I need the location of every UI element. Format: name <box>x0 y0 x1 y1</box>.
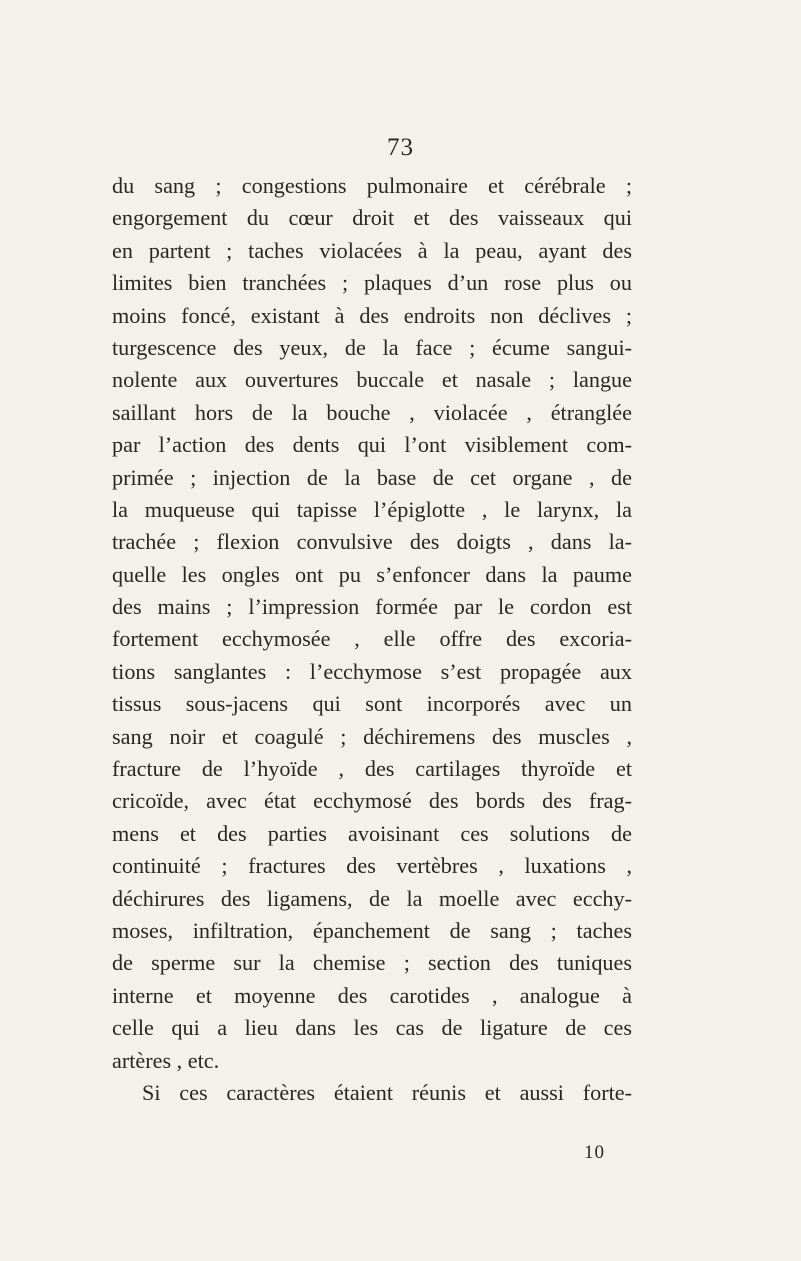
text-line: saillant hors de la bouche , violacée , étranglée <box>112 399 632 425</box>
text-line: en partent ; taches violacées à la peau, ayant des <box>112 237 632 263</box>
text-line: nolente aux ouvertures buccale et nasale ; langue <box>112 367 632 393</box>
text-line: artères , etc. <box>112 1047 220 1073</box>
text-line: sang noir et coagulé ; déchiremens des muscles , <box>112 723 632 749</box>
text-line: Si ces caractères étaient réunis et aussi forte- <box>142 1079 632 1105</box>
text-line: tissus sous-jacens qui sont incorporés avec un <box>112 691 632 717</box>
page-number: 73 <box>387 134 414 161</box>
text-line: du sang ; congestions pulmonaire et cérébrale ; <box>112 173 632 198</box>
text-line: fracture de l’hyoïde , des cartilages thyroïde et <box>112 756 632 782</box>
text-line: des mains ; l’impression formée par le cordon est <box>112 594 632 620</box>
signature-mark: 10 <box>584 1142 605 1163</box>
body-text <box>112 170 632 1109</box>
text-line: interne et moyenne des carotides , analogue à <box>112 982 632 1008</box>
text-line: engorgement du cœur droit et des vaisseaux qui <box>112 205 632 231</box>
text-line: primée ; injection de la base de cet organe , de <box>112 464 632 490</box>
text-line: celle qui a lieu dans les cas de ligature de ces <box>112 1015 632 1041</box>
text-line: quelle les ongles ont pu s’enfoncer dans la paume <box>112 561 632 587</box>
text-line: fortement ecchymosée , elle offre des excoria- <box>112 626 632 652</box>
text-line: moins foncé, existant à des endroits non déclives ; <box>112 302 632 328</box>
text-line: cricoïde, avec état ecchymosé des bords des frag- <box>112 788 632 814</box>
text-line: de sperme sur la chemise ; section des tuniques <box>112 950 632 976</box>
text-line: déchirures des ligamens, de la moelle avec ecchy- <box>112 885 632 911</box>
text-line: trachée ; flexion convulsive des doigts , dans la- <box>112 529 632 555</box>
text-line: par l’action des dents qui l’ont visiblement com- <box>112 432 632 458</box>
text-line: continuité ; fractures des vertèbres , luxations , <box>112 853 632 879</box>
text-line: moses, infiltration, épanchement de sang ; taches <box>112 917 632 943</box>
text-line: mens et des parties avoisinant ces solutions de <box>112 820 632 846</box>
text-line: la muqueuse qui tapisse l’épiglotte , le larynx, la <box>112 496 632 522</box>
text-line: turgescence des yeux, de la face ; écume sangui- <box>112 334 632 360</box>
text-line: tions sanglantes : l’ecchymose s’est propagée aux <box>112 658 632 684</box>
text-line: limites bien tranchées ; plaques d’un rose plus ou <box>112 270 632 296</box>
